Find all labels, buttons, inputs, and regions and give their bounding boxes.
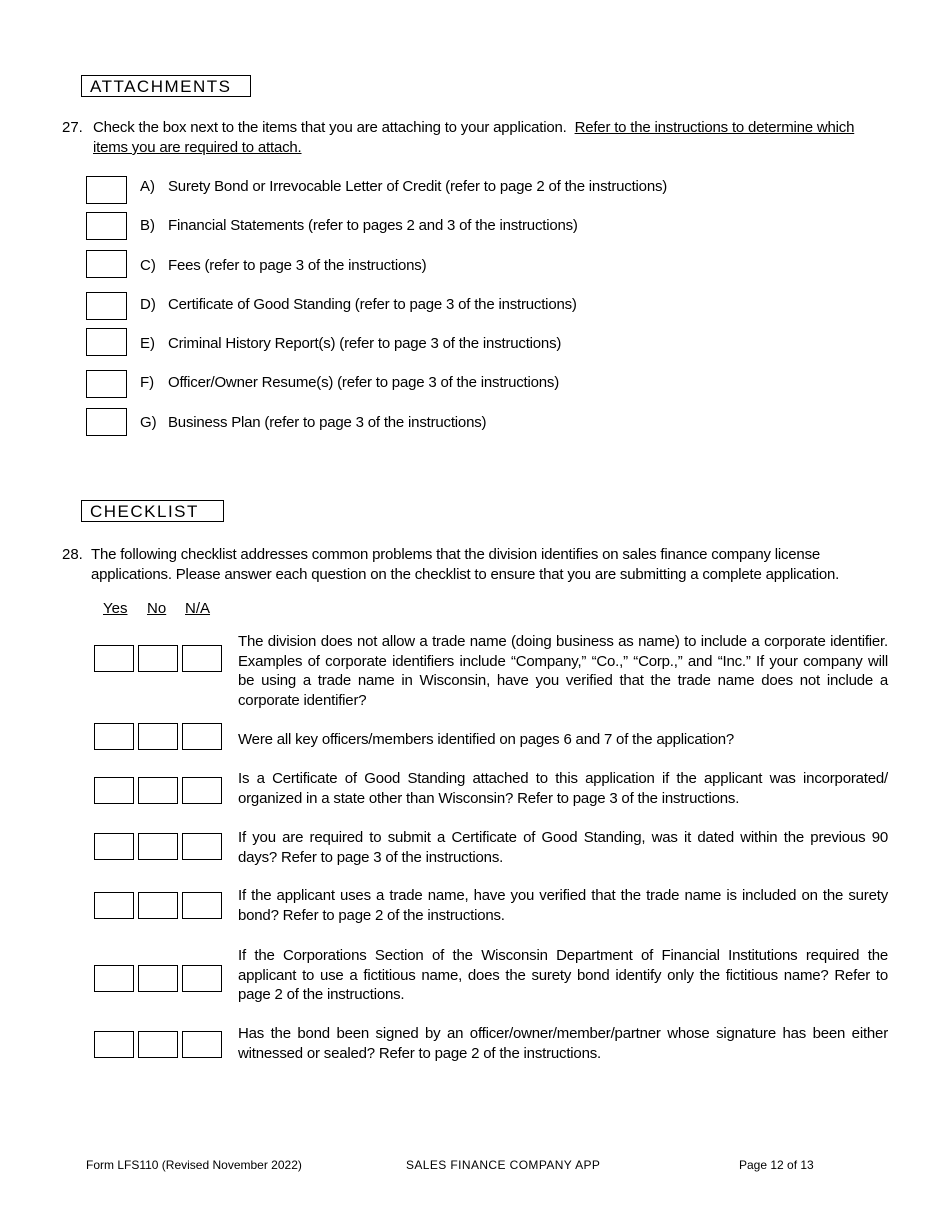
- attachment-checkbox-f[interactable]: [86, 370, 127, 398]
- checklist-4-yes-box[interactable]: [94, 833, 134, 860]
- checklist-7-na-box[interactable]: [182, 1031, 222, 1058]
- checklist-3-na-box[interactable]: [182, 777, 222, 804]
- attachment-checkbox-a[interactable]: [86, 176, 127, 204]
- checklist-5-yes-box[interactable]: [94, 892, 134, 919]
- checklist-question-1: The division does not allow a trade name (doing business as name) to include a corporate identifier. Examples of corporate identifiers include “Company,” “Co.,” “Corp.,” and “Inc.” If your company will be using a trade name in Wisconsin, have you verified that the trade name does not include a corporate identifier?: [238, 633, 888, 709]
- checklist-7-yes-box[interactable]: [94, 1031, 134, 1058]
- attachment-letter-c: C): [140, 257, 156, 274]
- checklist-question-7: Has the bond been signed by an officer/owner/member/partner whose signature has been either witnessed or sealed? Refer to page 2 of the instructions.: [238, 1025, 888, 1062]
- checklist-1-yes-box[interactable]: [94, 645, 134, 672]
- question-27-number: 27.: [62, 119, 83, 136]
- attachment-letter-e: E): [140, 335, 155, 352]
- checklist-6-yes-box[interactable]: [94, 965, 134, 992]
- checklist-6-na-box[interactable]: [182, 965, 222, 992]
- attachment-letter-f: F): [140, 374, 155, 391]
- checklist-1-no-box[interactable]: [138, 645, 178, 672]
- checklist-3-no-box[interactable]: [138, 777, 178, 804]
- attachment-checkbox-d[interactable]: [86, 292, 127, 320]
- checklist-2-yes-box[interactable]: [94, 723, 134, 750]
- checklist-7-no-box[interactable]: [138, 1031, 178, 1058]
- question-27-instruction: Refer to the instructions to determine which items you are required to attach.: [93, 119, 855, 156]
- attachment-letter-g: G): [140, 414, 157, 431]
- attachment-label-f: Officer/Owner Resume(s) (refer to page 3 of the instructions): [168, 374, 560, 391]
- attachment-label-g: Business Plan (refer to page 3 of the instructions): [168, 414, 487, 431]
- checklist-question-5: If the applicant uses a trade name, have you verified that the trade name is included on the surety bond? Refer to page 2 of the instructions.: [238, 887, 888, 924]
- attachments-section-title: ATTACHMENTS: [81, 75, 251, 97]
- attachment-label-a: Surety Bond or Irrevocable Letter of Credit (refer to page 2 of the instructions): [168, 178, 668, 195]
- attachment-label-b: Financial Statements (refer to pages 2 and 3 of the instructions): [168, 217, 578, 234]
- checklist-question-2: Were all key officers/members identified on pages 6 and 7 of the application?: [238, 731, 735, 748]
- attachment-label-d: Certificate of Good Standing (refer to page 3 of the instructions): [168, 296, 577, 313]
- checklist-4-no-box[interactable]: [138, 833, 178, 860]
- attachment-checkbox-e[interactable]: [86, 328, 127, 356]
- checklist-6-no-box[interactable]: [138, 965, 178, 992]
- checklist-1-na-box[interactable]: [182, 645, 222, 672]
- attachment-checkbox-c[interactable]: [86, 250, 127, 278]
- checklist-section-title: CHECKLIST: [81, 500, 224, 522]
- attachment-letter-a: A): [140, 178, 155, 195]
- attachment-checkbox-b[interactable]: [86, 212, 127, 240]
- na-column-header: N/A: [185, 600, 211, 617]
- question-27-prompt: Check the box next to the items that you are attaching to your application.: [93, 119, 567, 136]
- checklist-3-yes-box[interactable]: [94, 777, 134, 804]
- attachment-label-c: Fees (refer to page 3 of the instructions): [168, 257, 427, 274]
- yes-column-header: Yes: [103, 600, 128, 617]
- attachment-letter-b: B): [140, 217, 155, 234]
- question-28-number: 28.: [62, 546, 83, 563]
- attachment-letter-d: D): [140, 296, 156, 313]
- checklist-question-3: Is a Certificate of Good Standing attached to this application if the applicant was incorporated/ organized in a state other than Wisconsin? Refer to page 3 of the instructions.: [238, 770, 888, 807]
- question-28-text: The following checklist addresses common problems that the division identifies on sales finance company license applications. Please answer each question on the checklist to ensure that you are submitting a complete application.: [91, 546, 840, 583]
- attachment-checkbox-g[interactable]: [86, 408, 127, 436]
- footer-page-number: Page 12 of 13: [739, 1158, 814, 1172]
- attachment-label-e: Criminal History Report(s) (refer to page 3 of the instructions): [168, 335, 562, 352]
- question-27-text: [93, 118, 868, 158]
- checklist-5-na-box[interactable]: [182, 892, 222, 919]
- footer-form-id: Form LFS110 (Revised November 2022): [86, 1158, 302, 1172]
- footer-center-title: SALES FINANCE COMPANY APP: [406, 1158, 601, 1172]
- checklist-question-4: If you are required to submit a Certificate of Good Standing, was it dated within the previous 90 days? Refer to page 3 of the instructions.: [238, 829, 888, 866]
- checklist-question-6: If the Corporations Section of the Wisconsin Department of Financial Institutions required the applicant to use a fictitious name, does the surety bond identify only the fictitious name? Refer to page 2 of the instructions.: [238, 947, 888, 1003]
- checklist-4-na-box[interactable]: [182, 833, 222, 860]
- checklist-5-no-box[interactable]: [138, 892, 178, 919]
- no-column-header: No: [147, 600, 167, 617]
- checklist-2-na-box[interactable]: [182, 723, 222, 750]
- checklist-2-no-box[interactable]: [138, 723, 178, 750]
